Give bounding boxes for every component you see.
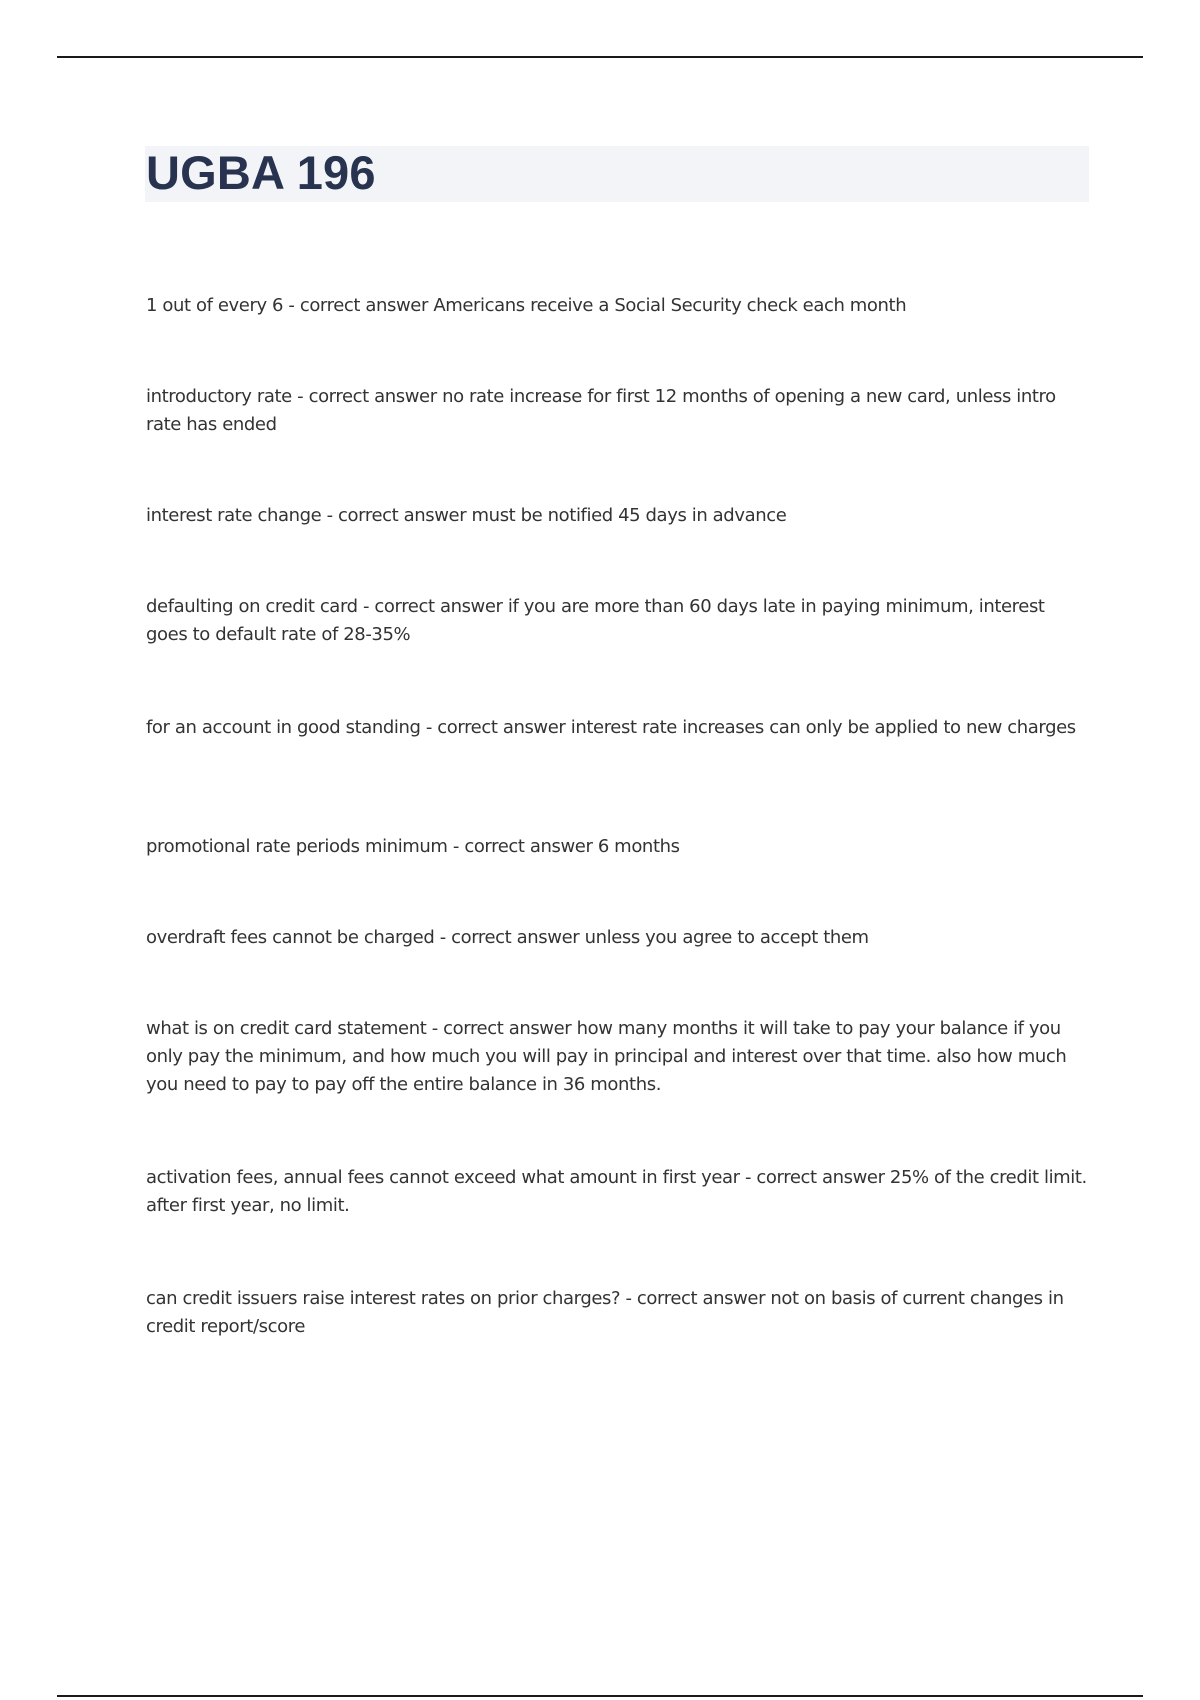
- qa-separator: - correct answer: [357, 596, 508, 617]
- qa-term: introductory rate: [146, 386, 292, 407]
- qa-term: promotional rate periods minimum: [146, 836, 448, 857]
- qa-term: what is on credit card statement: [146, 1018, 427, 1039]
- qa-item-1: [146, 292, 1090, 320]
- document-title: UGBA 196: [146, 146, 376, 199]
- qa-separator: - correct answer: [321, 505, 472, 526]
- bottom-rule: [57, 1695, 1143, 1697]
- qa-answer: interest rate increases can only be applied to new charges: [570, 717, 1076, 738]
- qa-item-8: [146, 1015, 1090, 1099]
- qa-item-10: [146, 1285, 1090, 1341]
- qa-answer: 6 months: [597, 836, 680, 857]
- qa-separator: - correct answer: [426, 1018, 577, 1039]
- qa-answer: 25% of the credit limit. after first year, no limit.: [146, 1167, 1087, 1216]
- qa-separator: - correct answer: [291, 386, 443, 407]
- qa-answer: not on basis of current changes in credit report/score: [146, 1288, 1064, 1337]
- qa-item-6: [146, 833, 1090, 861]
- qa-term: can credit issuers raise interest rates on prior charges?: [146, 1288, 621, 1309]
- qa-answer: must be notified 45 days in advance: [471, 505, 787, 526]
- qa-separator: - correct answer: [447, 836, 598, 857]
- qa-answer: if you are more than 60 days late in paying minimum, interest goes to default rate of 28-35%: [146, 596, 1045, 645]
- qa-answer: no rate increase for first 12 months of opening a new card, unless intro rate has ended: [146, 386, 1056, 435]
- qa-separator: - correct answer: [283, 295, 434, 316]
- qa-item-5: [146, 714, 1090, 742]
- qa-item-4: [146, 593, 1090, 649]
- qa-item-2: [146, 383, 1090, 439]
- qa-separator: - correct answer: [739, 1167, 890, 1188]
- qa-separator: - correct answer: [620, 1288, 771, 1309]
- qa-item-9: [146, 1164, 1090, 1220]
- qa-term: for an account in good standing: [146, 717, 421, 738]
- qa-separator: - correct answer: [420, 717, 571, 738]
- qa-term: activation fees, annual fees cannot exceed what amount in first year: [146, 1167, 740, 1188]
- qa-answer: how many months it will take to pay your balance if you only pay the minimum, and how much you will pay in principal and interest over that time. also how much you need to pay to pay off the entire balance in 36 months.: [146, 1018, 1067, 1095]
- top-rule: [57, 56, 1143, 58]
- qa-term: interest rate change: [146, 505, 322, 526]
- qa-separator: - correct answer: [434, 927, 585, 948]
- qa-term: defaulting on credit card: [146, 596, 358, 617]
- qa-item-7: [146, 924, 1090, 952]
- qa-answer: unless you agree to accept them: [584, 927, 869, 948]
- qa-term: overdraft fees cannot be charged: [146, 927, 435, 948]
- qa-answer: Americans receive a Social Security check each month: [433, 295, 907, 316]
- qa-item-3: [146, 502, 1090, 530]
- qa-term: 1 out of every 6: [146, 295, 284, 316]
